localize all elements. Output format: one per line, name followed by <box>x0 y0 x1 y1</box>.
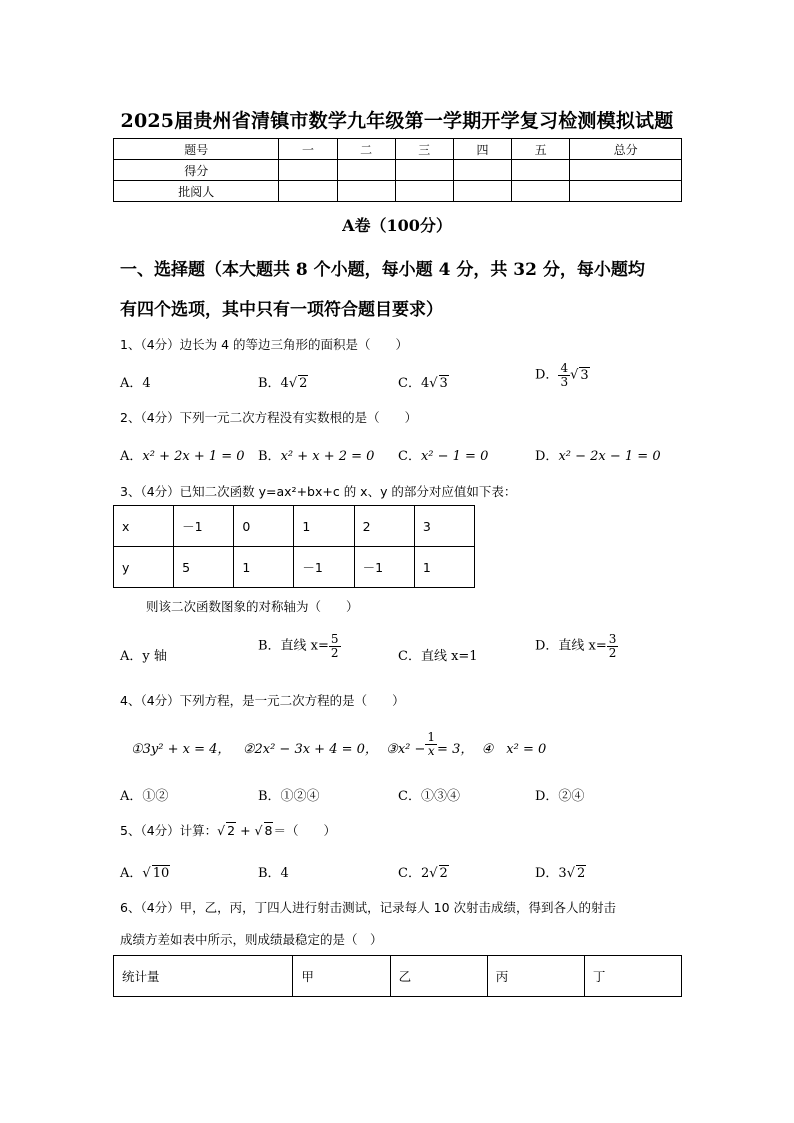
radicand: 2 <box>439 866 448 881</box>
q6-stem-line2: 成绩方差如表中所示，则成绩最稳定的是（ ） <box>120 932 383 947</box>
table-cell: －1 <box>354 547 414 588</box>
q5-stem <box>120 821 336 839</box>
q1-option-c-prefix: C．4 <box>398 376 430 391</box>
plus-sign: + <box>240 823 251 838</box>
fraction-denominator: 3 <box>560 374 569 389</box>
option-label: A． <box>120 449 143 464</box>
score-cell <box>512 160 570 181</box>
fraction <box>607 633 619 659</box>
q4-eq3-prefix: ③x² − <box>386 742 426 757</box>
sqrt-sign: √ <box>429 376 438 391</box>
q3-option-d-prefix: D．直线 x= <box>535 638 607 654</box>
score-header-cell: 二 <box>337 139 395 160</box>
radicand: 10 <box>152 866 170 881</box>
table-cell: 丙 <box>487 956 584 997</box>
q5-stem-suffix: ＝（ ） <box>273 823 336 838</box>
radicand: 3 <box>580 367 589 383</box>
q3-option-b-prefix: B．直线 x= <box>258 638 329 654</box>
q1-option-d <box>535 362 590 388</box>
q3-value-table <box>113 505 475 588</box>
fraction-denominator: x <box>427 744 435 758</box>
score-cell <box>279 181 337 202</box>
table-cell: 甲 <box>293 956 390 997</box>
q4-option-b: B．①②④ <box>258 789 320 804</box>
option-label: C． <box>398 449 421 464</box>
table-cell: 5 <box>174 547 234 588</box>
q1-option-c <box>398 372 449 391</box>
score-header-cell: 总分 <box>570 139 682 160</box>
score-table-row <box>114 160 682 181</box>
sqrt-sign: √ <box>254 823 263 838</box>
fraction-numerator: 1 <box>427 730 436 745</box>
exam-title: 2025届贵州省清镇市数学九年级第一学期开学复习检测模拟试题 <box>120 110 674 132</box>
q3-option-b <box>258 633 341 659</box>
q4-option-c: C．①③④ <box>398 789 460 804</box>
fraction-numerator: 5 <box>330 632 339 646</box>
q5-option-b: B．4 <box>258 866 289 881</box>
q5-stem-prefix: 5、（4分）计算： <box>120 823 218 838</box>
q6-stem-line1: 6、（4分）甲，乙，丙，丁四人进行射击测试，记录每人 10 次射击成绩，得到各人的射击 <box>120 900 617 915</box>
score-cell <box>337 181 395 202</box>
table-row <box>114 956 682 997</box>
score-header-cell: 三 <box>395 139 453 160</box>
score-cell <box>512 181 570 202</box>
radicand: 2 <box>577 866 586 881</box>
table-cell: 1 <box>234 547 294 588</box>
score-cell <box>337 160 395 181</box>
option-label: D．3 <box>535 866 567 881</box>
score-table-header-row <box>114 139 682 160</box>
fraction <box>425 731 437 757</box>
q1-option-b <box>258 372 308 391</box>
sqrt-sign: √ <box>570 367 579 383</box>
score-cell <box>570 181 682 202</box>
score-header-cell: 题号 <box>114 139 279 160</box>
score-cell <box>453 160 511 181</box>
table-cell: －1 <box>294 547 354 588</box>
radicand: 3 <box>439 376 448 391</box>
q5-option-a <box>120 862 170 881</box>
q2-option-b <box>258 445 374 464</box>
radicand: 2 <box>227 823 236 838</box>
fraction-numerator: 4 <box>560 361 569 375</box>
score-cell <box>453 181 511 202</box>
fraction-denominator: 2 <box>330 645 339 660</box>
q4-option-a: A．①② <box>120 789 169 804</box>
q2-option-c <box>398 445 488 464</box>
fraction <box>329 633 341 659</box>
q2-stem: 2、（4分）下列一元二次方程没有实数根的是（ ） <box>120 410 418 425</box>
q4-stem: 4、（4分）下列方程，是一元二次方程的是（ ） <box>120 693 405 708</box>
sqrt-sign: √ <box>429 866 438 881</box>
table-cell: 统计量 <box>114 956 293 997</box>
q3-option-c: C．直线 x=1 <box>398 649 478 664</box>
option-label: C．2 <box>398 866 430 881</box>
score-header-cell: 一 <box>279 139 337 160</box>
q4-eq3-suffix: = 3， <box>437 742 474 757</box>
score-table-row <box>114 181 682 202</box>
score-cell <box>395 181 453 202</box>
q3-option-a: A．y 轴 <box>120 649 167 664</box>
section1-heading-line2: 有四个选项，其中只有一项符合题目要求） <box>120 300 443 320</box>
radicand: 2 <box>299 376 308 391</box>
q3-stem: 3、（4分）已知二次函数 y=ax²+bx+c 的 x、y 的部分对应值如下表： <box>120 484 517 499</box>
fraction-denominator: 2 <box>608 645 617 660</box>
q1-stem: 1、（4分）边长为 4 的等边三角形的面积是（ ） <box>120 337 409 352</box>
sqrt-sign: √ <box>142 866 151 881</box>
q1-option-d-prefix: D． <box>535 367 559 383</box>
score-header-cell: 四 <box>453 139 511 160</box>
q2-option-a <box>120 445 245 464</box>
score-header-cell: 五 <box>512 139 570 160</box>
table-cell: －1 <box>174 506 234 547</box>
q4-eq2: ②2x² − 3x + 4 = 0， <box>242 742 378 757</box>
equation: x² + 2x + 1 = 0 <box>142 449 245 464</box>
equation: x² − 2x − 1 = 0 <box>558 449 661 464</box>
option-label: A． <box>120 866 143 881</box>
q3-option-d <box>535 633 618 659</box>
score-cell <box>570 160 682 181</box>
q4-eq1: ①3y² + x = 4， <box>131 742 231 757</box>
table-cell: 2 <box>354 506 414 547</box>
score-row-label: 批阅人 <box>114 181 279 202</box>
score-row-label: 得分 <box>114 160 279 181</box>
q5-option-d <box>535 862 586 881</box>
fraction-numerator: 3 <box>608 632 617 646</box>
section1-heading-line1: 一、选择题（本大题共 8 个小题，每小题 4 分，共 32 分，每小题均 <box>120 260 645 280</box>
sqrt-sign: √ <box>566 866 575 881</box>
table-cell: 乙 <box>390 956 487 997</box>
table-cell: 丁 <box>584 956 681 997</box>
radicand: 8 <box>264 823 273 838</box>
q6-variance-table <box>113 955 682 997</box>
q1-option-b-prefix: B．4 <box>258 376 289 391</box>
q4-eq4: ④ x² = 0 <box>481 742 547 757</box>
sqrt-sign: √ <box>288 376 298 391</box>
table-row <box>114 506 475 547</box>
paper-a-heading: A卷（100分） <box>342 216 452 235</box>
table-cell: y <box>114 547 174 588</box>
table-cell: 1 <box>294 506 354 547</box>
q2-option-d <box>535 445 661 464</box>
equation: x² − 1 = 0 <box>420 449 489 464</box>
sqrt-sign: √ <box>217 823 226 838</box>
q1-option-a: A．4 <box>120 376 151 391</box>
score-cell <box>395 160 453 181</box>
option-label: B． <box>258 449 281 464</box>
q5-option-c <box>398 862 449 881</box>
table-row <box>114 547 475 588</box>
score-cell <box>279 160 337 181</box>
table-cell: 1 <box>414 547 474 588</box>
table-cell: 3 <box>414 506 474 547</box>
equation: x² + x + 2 = 0 <box>280 449 375 464</box>
q3-follow: 则该二次函数图象的对称轴为（ ） <box>146 599 359 614</box>
q4-option-d: D．②④ <box>535 789 585 804</box>
score-table <box>113 138 682 202</box>
table-cell: 0 <box>234 506 294 547</box>
table-cell: x <box>114 506 174 547</box>
option-label: D． <box>535 449 559 464</box>
q4-equations <box>131 730 547 758</box>
fraction <box>558 362 570 388</box>
